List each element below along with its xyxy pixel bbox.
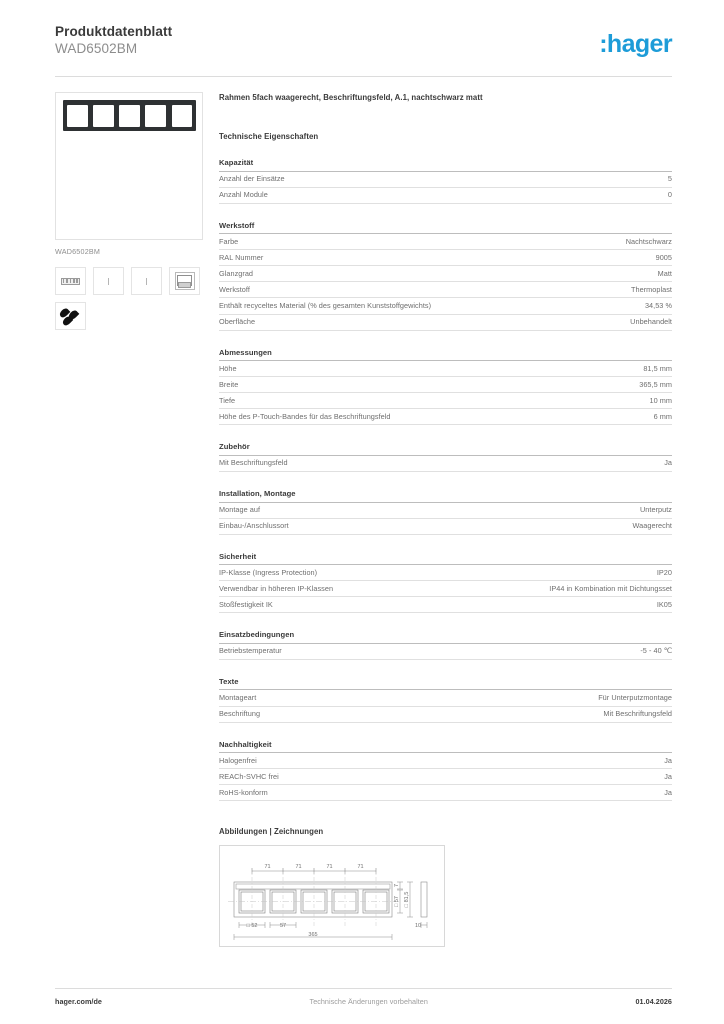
footer-disclaimer: Technische Änderungen vorbehalten (309, 997, 428, 1006)
spec-row (219, 707, 672, 723)
page-title: Produktdatenblatt (55, 24, 173, 39)
spec-row (219, 785, 672, 801)
spec-row (219, 503, 672, 519)
dim-total-width: 365 (308, 932, 318, 939)
water-drops-icon (61, 307, 81, 326)
icon-thumb-insert-2[interactable] (131, 267, 162, 295)
frame-slot (67, 105, 88, 127)
spec-key: Höhe (219, 363, 237, 373)
hager-logo: :hager (599, 30, 672, 58)
spec-group (219, 677, 672, 723)
spec-value: Mit Beschriftungsfeld (603, 708, 672, 718)
spec-row (219, 753, 672, 769)
spec-row (219, 690, 672, 706)
spec-value: Ja (664, 771, 672, 781)
spec-group (219, 348, 672, 426)
specifications-column (219, 92, 672, 947)
spec-row (219, 565, 672, 581)
spec-value: 10 mm (649, 395, 672, 405)
spec-row (219, 188, 672, 204)
dim-depth: 10 (414, 923, 422, 930)
spec-key: Enthält recyceltes Material (% des gesamten Kunststoffgewichts) (219, 300, 432, 310)
spec-value: Waagerecht (632, 520, 672, 530)
vertical-tick-icon (108, 278, 110, 285)
spec-key: Farbe (219, 236, 239, 246)
spec-value: Unbehandelt (630, 316, 672, 326)
spec-value: IP20 (656, 567, 672, 577)
spec-group-title: Abmessungen (219, 348, 672, 362)
spec-row (219, 266, 672, 282)
product-description: Rahmen 5fach waagerecht, Beschriftungsfeld, A.1, nachtschwarz matt (219, 93, 483, 102)
spec-value: Ja (664, 458, 672, 468)
spec-group-title: Einsatzbedingungen (219, 630, 672, 644)
product-media-column (55, 92, 203, 330)
spec-key: REACh-SVHC frei (219, 771, 279, 781)
spec-value: 5 (667, 173, 672, 183)
spec-group-title: Werkstoff (219, 221, 672, 235)
spec-row (219, 409, 672, 425)
product-icon-row-1 (55, 267, 203, 295)
frame-slot (119, 105, 140, 127)
spec-key: Beschriftung (219, 708, 261, 718)
spec-group (219, 489, 672, 535)
icon-thumb-water-drops[interactable] (55, 302, 86, 330)
product-image-caption: WAD6502BM (55, 247, 101, 256)
dim-opening-square: □ 52 (246, 923, 258, 930)
spec-key: RoHS-konform (219, 787, 268, 797)
frame-5fold-icon (61, 278, 80, 285)
dim-pitch-4: 71 (357, 864, 364, 871)
spec-value: 81,5 mm (643, 363, 672, 373)
page-header (55, 24, 672, 74)
spec-group-title: Nachhaltigkeit (219, 740, 672, 754)
spec-value: 365,5 mm (639, 379, 672, 389)
labelling-field-icon (175, 272, 195, 290)
spec-value: 0 (667, 189, 672, 199)
spec-value: 34,53 % (644, 300, 672, 310)
spec-value: Unterputz (640, 504, 672, 514)
spec-group-title: Installation, Montage (219, 489, 672, 503)
frame-slot (145, 105, 166, 127)
spec-key: Betriebstemperatur (219, 646, 282, 656)
dim-pitch-2: 71 (295, 864, 302, 871)
dim-total-height: □ 81,5 (404, 892, 410, 908)
product-icon-row-2 (55, 302, 203, 330)
spec-row (219, 519, 672, 535)
header-divider (55, 76, 672, 77)
spec-value: Ja (664, 787, 672, 797)
frame-slot (172, 105, 193, 127)
spec-key: Halogenfrei (219, 755, 257, 765)
spec-row (219, 250, 672, 266)
spec-key: Glanzgrad (219, 268, 254, 278)
spec-key: Tiefe (219, 395, 236, 405)
dim-spacing: 57 (279, 923, 287, 930)
spec-group (219, 630, 672, 660)
spec-group-title: Zubehör (219, 442, 672, 456)
technical-drawing (219, 845, 445, 947)
drawings-title: Abbildungen | Zeichnungen (219, 827, 324, 837)
spec-group (219, 442, 672, 472)
spec-value: Thermoplast (631, 284, 672, 294)
footer-website[interactable]: hager.com/de (55, 997, 102, 1006)
spec-key: Stoßfestigkeit IK (219, 599, 273, 609)
page-subtitle-product-code: WAD6502BM (55, 41, 138, 56)
spec-row (219, 456, 672, 472)
drawings-section (219, 827, 672, 947)
icon-thumb-insert-1[interactable] (93, 267, 124, 295)
frame-slot (93, 105, 114, 127)
spec-value: Ja (664, 755, 672, 765)
spec-value: Matt (657, 268, 672, 278)
spec-row (219, 377, 672, 393)
icon-thumb-frame-5fold[interactable] (55, 267, 86, 295)
spec-row (219, 769, 672, 785)
spec-key: Anzahl der Einsätze (219, 173, 285, 183)
dim-pitch-1: 71 (264, 864, 271, 871)
spec-row (219, 361, 672, 377)
spec-key: Höhe des P-Touch-Bandes für das Beschriftungsfeld (219, 411, 391, 421)
frame-5fold-graphic (63, 100, 196, 131)
spec-group (219, 221, 672, 331)
product-image (55, 92, 203, 240)
dim-opening-height: □ 57 (394, 896, 400, 908)
spec-key: RAL Nummer (219, 252, 264, 262)
spec-row (219, 644, 672, 660)
spec-group (219, 552, 672, 614)
spec-key: Werkstoff (219, 284, 250, 294)
spec-row (219, 393, 672, 409)
dim-label-strip: 7 (394, 884, 400, 888)
spec-value: 6 mm (653, 411, 672, 421)
technical-drawing-svg (220, 846, 446, 948)
spec-value: 9005 (655, 252, 672, 262)
spec-group (219, 740, 672, 802)
spec-key: Montageart (219, 692, 257, 702)
spec-groups (219, 158, 672, 801)
spec-value: Für Unterputzmontage (598, 692, 672, 702)
technical-properties-heading: Technische Eigenschaften (219, 132, 319, 141)
spec-key: Anzahl Module (219, 189, 268, 199)
spec-row (219, 234, 672, 250)
dim-pitch-3: 71 (326, 864, 333, 871)
page-footer (55, 997, 672, 1006)
spec-key: Oberfläche (219, 316, 256, 326)
spec-value: IP44 in Kombination mit Dichtungsset (549, 583, 672, 593)
footer-date: 01.04.2026 (635, 997, 672, 1006)
spec-row (219, 282, 672, 298)
spec-row (219, 581, 672, 597)
spec-group (219, 158, 672, 204)
spec-row (219, 315, 672, 331)
spec-group-title: Texte (219, 677, 672, 691)
spec-key: IP-Klasse (Ingress Protection) (219, 567, 318, 577)
spec-key: Montage auf (219, 504, 261, 514)
spec-row (219, 298, 672, 314)
vertical-tick-icon (146, 278, 148, 285)
spec-key: Verwendbar in höheren IP-Klassen (219, 583, 334, 593)
spec-value: Nachtschwarz (625, 236, 672, 246)
spec-row (219, 172, 672, 188)
spec-group-title: Kapazität (219, 158, 672, 172)
spec-row (219, 597, 672, 613)
spec-value: IK05 (656, 599, 672, 609)
spec-key: Einbau-/Anschlussort (219, 520, 289, 530)
spec-key: Mit Beschriftungsfeld (219, 458, 288, 468)
spec-value: -5 - 40 ℃ (640, 646, 672, 656)
icon-thumb-labelling-field[interactable] (169, 267, 200, 295)
footer-divider (55, 988, 672, 989)
spec-group-title: Sicherheit (219, 552, 672, 566)
spec-key: Breite (219, 379, 239, 389)
